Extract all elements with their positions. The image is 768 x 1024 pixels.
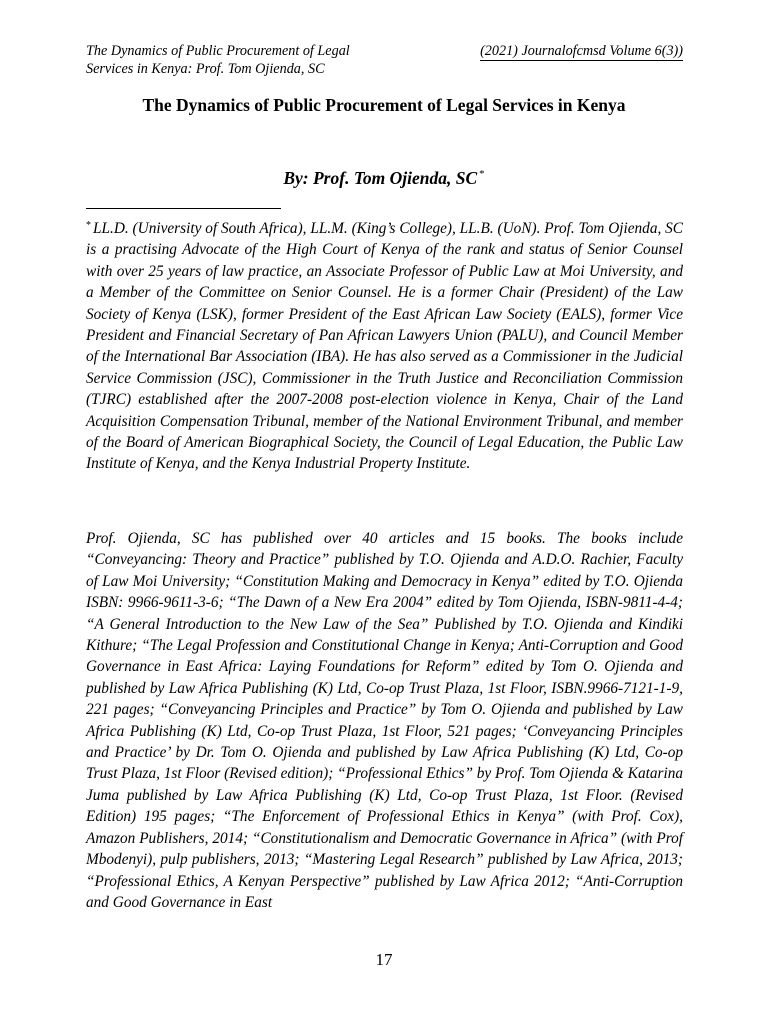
- article-title: The Dynamics of Public Procurement of Legal Services in Kenya: [142, 95, 626, 115]
- header-short-title-line2: Services in Kenya: Prof. Tom Ojienda, SC: [86, 61, 325, 77]
- footnote-text: LL.D. (University of South Africa), LL.M. (King’s College), LL.B. (UoN). Prof. Tom Ojienda, SC is a practising Advocate of the High Court of Kenya of the rank and status of Senior Counsel with over 25 years of law practice, an Associate Professor of Public Law at Moi University, and a Member of the Committee on Senior Counsel. He is a former Chair (President) of the Law Society of Kenya (LSK), former President of the East African Law Society (EALS), former Vice President and Financial Secretary of Pan African Lawyers Union (PALU), and Council Member of the International Bar Association (IBA). He has also served as a Commissioner in the Judicial Service Commission (JSC), Commissioner in the Truth Justice and Reconciliation Commission (TJRC) established after the 2007-2008 post-election violence in Kenya, Chair of the Land Acquisition Compensation Tribunal, member of the National Environment Tribunal, and member of the Board of American Biographical Society, the Council of Legal Education, the Public Law Institute of Kenya, and the Kenya Industrial Property Institute.: [86, 220, 683, 473]
- author-byline: [0, 163, 768, 189]
- publications-paragraph: Prof. Ojienda, SC has published over 40 articles and 15 books. The books include “Conveyancing: Theory and Practice” published by T.O. Ojienda and A.D.O. Rachier, Faculty of Law Moi University; “Constitution Making and Democracy in Kenya” edited by T.O. Ojienda ISBN: 9966-9611-3-6; “The Dawn of a New Era 2004” edited by Tom Ojienda, ISBN-9811-4-4; “A General Introduction to the New Law of the Sea” Published by T.O. Ojienda and Kindiki Kithure; “The Legal Profession and Constitutional Change in Kenya; Anti-Corruption and Good Governance in East Africa: Laying Foundations for Reform” edited by Tom O. Ojienda and published by Law Africa Publishing (K) Ltd, Co-op Trust Plaza, 1st Floor, ISBN.9966-7121-1-9, 221 pages; “Conveyancing Principles and Practice” by Tom O. Ojienda and published by Law Africa Publishing (K) Ltd, Co-op Trust Plaza, 1st Floor, 521 pages; ‘Conveyancing Principles and Practice’ by Dr. Tom O. Ojienda and published by Law Africa Publishing (K) Ltd, Co-op Trust Plaza, 1st Floor (Revised edition); “Professional Ethics” by Prof. Tom Ojienda & Katarina Juma published by Law Africa Publishing (K) Ltd, Co-op Trust Plaza, 1st Floor. (Revised Edition) 195 pages; “The Enforcement of Professional Ethics in Kenya” (with Prof. Cox), Amazon Publishers, 2014; “Constitutionalism and Democratic Governance in Africa” (with Prof Mbodenyi), pulp publishers, 2013; “Mastering Legal Research” published by Law Africa, 2013; “Professional Ethics, A Kenyan Perspective” published by Law Africa 2012; “Anti-Corruption and Good Governance in East: [86, 530, 684, 911]
- header-journal-citation: (2021) Journalofcmsd Volume 6(3)): [480, 43, 683, 59]
- footnote-separator: [86, 208, 281, 209]
- running-header: [86, 42, 683, 82]
- author-footnote: [86, 215, 683, 475]
- footnote-reference-marker: *: [479, 168, 485, 180]
- header-short-title-line1: The Dynamics of Public Procurement of Legal: [86, 43, 350, 59]
- author-name: By: Prof. Tom Ojienda, SC: [283, 168, 478, 188]
- footnote-marker: *: [86, 220, 91, 231]
- page-number: 17: [375, 950, 393, 969]
- header-short-title: [86, 42, 416, 78]
